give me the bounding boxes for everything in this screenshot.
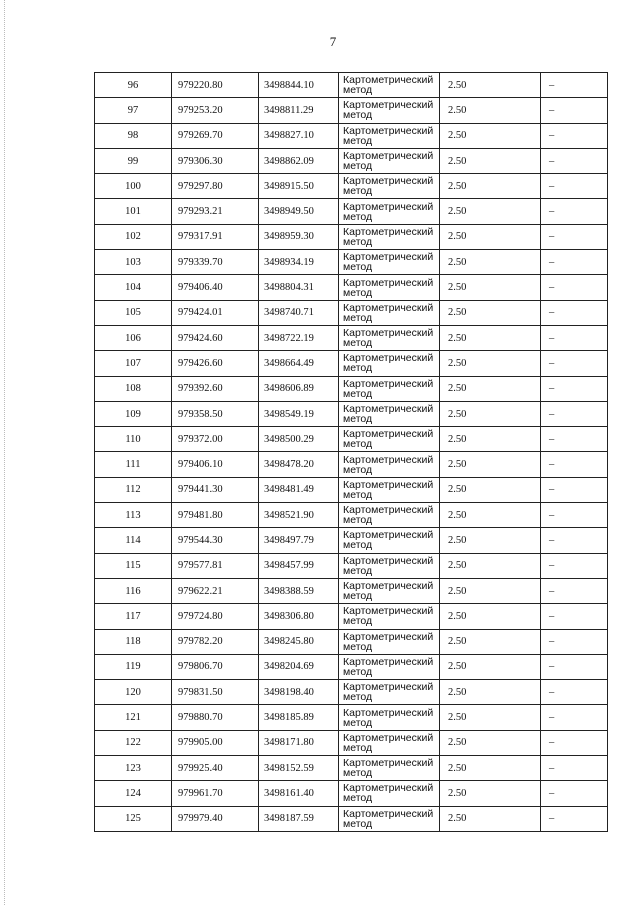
accuracy-cell: 2.50 [440,806,541,831]
note-cell: – [541,781,608,806]
method-cell [339,604,440,629]
coordinate-y-cell: 3498500.29 [259,427,339,452]
note-cell: – [541,148,608,173]
coordinates-table [94,72,608,832]
accuracy-cell: 2.50 [440,148,541,173]
method-cell [339,300,440,325]
note-cell: – [541,806,608,831]
method-cell [339,123,440,148]
method-line-1: Картометрический [343,225,434,238]
method-cell [339,680,440,705]
point-number-cell: 100 [95,174,172,199]
method-line-1: Картометрический [343,99,434,112]
coordinate-y-cell: 3498827.10 [259,123,339,148]
method-cell [339,325,440,350]
accuracy-cell: 2.50 [440,275,541,300]
method-cell [339,73,440,98]
method-line-2: метод [343,387,373,400]
method-line-1: Картометрический [343,428,434,441]
accuracy-cell: 2.50 [440,578,541,603]
point-number-cell: 117 [95,604,172,629]
method-line-1: Картометрический [343,150,434,163]
point-number-cell: 114 [95,528,172,553]
coordinate-y-cell: 3498915.50 [259,174,339,199]
point-number-cell: 103 [95,250,172,275]
binding-edge [4,0,7,905]
point-number-cell: 125 [95,806,172,831]
coordinate-x-cell: 979544.30 [172,528,259,553]
coordinate-y-cell: 3498740.71 [259,300,339,325]
table-row [95,730,608,755]
coordinate-x-cell: 979481.80 [172,503,259,528]
accuracy-cell: 2.50 [440,351,541,376]
coordinate-x-cell: 979406.40 [172,275,259,300]
method-line-2: метод [343,134,373,147]
method-line-2: метод [343,210,373,223]
accuracy-cell: 2.50 [440,452,541,477]
point-number-cell: 115 [95,553,172,578]
coordinate-x-cell: 979358.50 [172,401,259,426]
coordinate-x-cell: 979253.20 [172,98,259,123]
note-cell: – [541,199,608,224]
note-cell: – [541,705,608,730]
method-cell [339,553,440,578]
table-row [95,553,608,578]
method-cell [339,275,440,300]
coordinate-y-cell: 3498457.99 [259,553,339,578]
method-line-1: Картометрический [343,478,434,491]
method-cell [339,503,440,528]
method-line-1: Картометрический [343,200,434,213]
method-line-1: Картометрический [343,377,434,390]
method-line-1: Картометрический [343,175,434,188]
table-row [95,325,608,350]
note-cell: – [541,452,608,477]
coordinate-y-cell: 3498171.80 [259,730,339,755]
note-cell: – [541,629,608,654]
table-row [95,503,608,528]
point-number-cell: 101 [95,199,172,224]
point-number-cell: 106 [95,325,172,350]
note-cell: – [541,250,608,275]
table-row [95,98,608,123]
method-cell [339,224,440,249]
coordinate-y-cell: 3498152.59 [259,756,339,781]
table-row [95,680,608,705]
point-number-cell: 112 [95,477,172,502]
accuracy-cell: 2.50 [440,73,541,98]
coordinate-y-cell: 3498722.19 [259,325,339,350]
point-number-cell: 119 [95,654,172,679]
accuracy-cell: 2.50 [440,300,541,325]
method-line-2: метод [343,337,373,350]
coordinate-y-cell: 3498161.40 [259,781,339,806]
coordinate-y-cell: 3498862.09 [259,148,339,173]
coordinate-x-cell: 979426.60 [172,351,259,376]
method-cell [339,452,440,477]
accuracy-cell: 2.50 [440,427,541,452]
method-line-1: Картометрический [343,807,434,820]
accuracy-cell: 2.50 [440,401,541,426]
coordinate-y-cell: 3498804.31 [259,275,339,300]
coordinates-table-body [95,73,608,832]
coordinate-y-cell: 3498664.49 [259,351,339,376]
point-number-cell: 110 [95,427,172,452]
coordinate-x-cell: 979306.30 [172,148,259,173]
method-cell [339,351,440,376]
point-number-cell: 122 [95,730,172,755]
method-line-2: метод [343,716,373,729]
point-number-cell: 99 [95,148,172,173]
method-line-2: метод [343,590,373,603]
coordinate-y-cell: 3498478.20 [259,452,339,477]
method-line-1: Картометрический [343,655,434,668]
coordinate-x-cell: 979831.50 [172,680,259,705]
coordinate-x-cell: 979424.01 [172,300,259,325]
accuracy-cell: 2.50 [440,174,541,199]
method-line-2: метод [343,691,373,704]
accuracy-cell: 2.50 [440,477,541,502]
note-cell: – [541,73,608,98]
table-row [95,781,608,806]
coordinate-x-cell: 979880.70 [172,705,259,730]
accuracy-cell: 2.50 [440,629,541,654]
note-cell: – [541,325,608,350]
note-cell: – [541,756,608,781]
note-cell: – [541,123,608,148]
method-line-2: метод [343,767,373,780]
table-row [95,275,608,300]
table-row [95,351,608,376]
coordinate-y-cell: 3498811.29 [259,98,339,123]
point-number-cell: 105 [95,300,172,325]
method-line-1: Картометрический [343,529,434,542]
coordinate-y-cell: 3498245.80 [259,629,339,654]
coordinate-x-cell: 979269.70 [172,123,259,148]
accuracy-cell: 2.50 [440,503,541,528]
method-line-1: Картометрический [343,124,434,137]
coordinate-x-cell: 979424.60 [172,325,259,350]
coordinate-x-cell: 979297.80 [172,174,259,199]
method-line-1: Картометрический [343,251,434,264]
coordinate-x-cell: 979220.80 [172,73,259,98]
coordinate-y-cell: 3498844.10 [259,73,339,98]
coordinate-y-cell: 3498388.59 [259,578,339,603]
table-row [95,199,608,224]
coordinate-y-cell: 3498934.19 [259,250,339,275]
coordinate-x-cell: 979372.00 [172,427,259,452]
note-cell: – [541,174,608,199]
method-line-2: метод [343,438,373,451]
accuracy-cell: 2.50 [440,604,541,629]
note-cell: – [541,401,608,426]
method-line-2: метод [343,261,373,274]
coordinate-x-cell: 979622.21 [172,578,259,603]
accuracy-cell: 2.50 [440,528,541,553]
method-cell [339,781,440,806]
table-row [95,705,608,730]
method-line-1: Картометрический [343,554,434,567]
table-row [95,427,608,452]
method-cell [339,578,440,603]
table-row [95,300,608,325]
method-line-2: метод [343,84,373,97]
accuracy-cell: 2.50 [440,680,541,705]
coordinate-x-cell: 979961.70 [172,781,259,806]
coordinate-x-cell: 979441.30 [172,477,259,502]
accuracy-cell: 2.50 [440,376,541,401]
table-row [95,452,608,477]
method-line-1: Картометрический [343,706,434,719]
note-cell: – [541,503,608,528]
point-number-cell: 123 [95,756,172,781]
method-line-1: Картометрический [343,453,434,466]
method-line-2: метод [343,286,373,299]
method-line-2: метод [343,564,373,577]
accuracy-cell: 2.50 [440,781,541,806]
method-cell [339,756,440,781]
note-cell: – [541,427,608,452]
accuracy-cell: 2.50 [440,98,541,123]
method-line-2: метод [343,109,373,122]
accuracy-cell: 2.50 [440,325,541,350]
point-number-cell: 121 [95,705,172,730]
note-cell: – [541,98,608,123]
accuracy-cell: 2.50 [440,705,541,730]
method-cell [339,629,440,654]
method-line-1: Картометрический [343,580,434,593]
coordinate-y-cell: 3498185.89 [259,705,339,730]
note-cell: – [541,275,608,300]
point-number-cell: 111 [95,452,172,477]
coordinate-y-cell: 3498606.89 [259,376,339,401]
note-cell: – [541,604,608,629]
coordinate-x-cell: 979339.70 [172,250,259,275]
coordinate-y-cell: 3498959.30 [259,224,339,249]
accuracy-cell: 2.50 [440,756,541,781]
method-line-1: Картометрический [343,757,434,770]
table-row [95,148,608,173]
method-line-2: метод [343,514,373,527]
coordinate-y-cell: 3498187.59 [259,806,339,831]
method-line-2: метод [343,640,373,653]
coordinate-x-cell: 979806.70 [172,654,259,679]
method-line-1: Картометрический [343,301,434,314]
table-row [95,528,608,553]
method-line-1: Картометрический [343,504,434,517]
coordinate-x-cell: 979905.00 [172,730,259,755]
method-line-1: Картометрический [343,327,434,340]
table-row [95,604,608,629]
method-cell [339,654,440,679]
note-cell: – [541,477,608,502]
point-number-cell: 96 [95,73,172,98]
table-row [95,123,608,148]
method-cell [339,401,440,426]
accuracy-cell: 2.50 [440,730,541,755]
coordinate-x-cell: 979577.81 [172,553,259,578]
note-cell: – [541,680,608,705]
method-line-1: Картометрический [343,276,434,289]
method-cell [339,148,440,173]
coordinate-x-cell: 979406.10 [172,452,259,477]
table-row [95,806,608,831]
coordinate-x-cell: 979392.60 [172,376,259,401]
table-row [95,224,608,249]
method-line-1: Картометрический [343,630,434,643]
method-line-2: метод [343,185,373,198]
coordinate-y-cell: 3498481.49 [259,477,339,502]
point-number-cell: 120 [95,680,172,705]
point-number-cell: 108 [95,376,172,401]
method-cell [339,806,440,831]
method-line-2: метод [343,817,373,830]
page-number: 7 [329,34,337,49]
note-cell: – [541,300,608,325]
coordinate-x-cell: 979293.21 [172,199,259,224]
note-cell: – [541,654,608,679]
point-number-cell: 104 [95,275,172,300]
point-number-cell: 97 [95,98,172,123]
coordinate-x-cell: 979925.40 [172,756,259,781]
note-cell: – [541,376,608,401]
method-line-2: метод [343,160,373,173]
table-row [95,756,608,781]
point-number-cell: 113 [95,503,172,528]
coordinate-x-cell: 979724.80 [172,604,259,629]
table-row [95,578,608,603]
point-number-cell: 116 [95,578,172,603]
method-line-1: Картометрический [343,782,434,795]
coordinate-y-cell: 3498497.79 [259,528,339,553]
note-cell: – [541,730,608,755]
method-line-2: метод [343,362,373,375]
coordinate-y-cell: 3498306.80 [259,604,339,629]
coordinate-y-cell: 3498949.50 [259,199,339,224]
method-line-2: метод [343,539,373,552]
accuracy-cell: 2.50 [440,199,541,224]
table-row [95,250,608,275]
table-row [95,629,608,654]
method-line-2: метод [343,488,373,501]
method-cell [339,730,440,755]
method-line-2: метод [343,615,373,628]
method-line-2: метод [343,741,373,754]
point-number-cell: 107 [95,351,172,376]
method-line-2: метод [343,665,373,678]
point-number-cell: 102 [95,224,172,249]
method-cell [339,98,440,123]
coordinate-x-cell: 979317.91 [172,224,259,249]
coordinate-x-cell: 979979.40 [172,806,259,831]
method-cell [339,376,440,401]
method-cell [339,705,440,730]
accuracy-cell: 2.50 [440,654,541,679]
note-cell: – [541,528,608,553]
method-line-1: Картометрический [343,605,434,618]
coordinate-y-cell: 3498521.90 [259,503,339,528]
table-row [95,376,608,401]
method-line-1: Картометрический [343,681,434,694]
method-cell [339,199,440,224]
point-number-cell: 124 [95,781,172,806]
method-line-2: метод [343,235,373,248]
note-cell: – [541,553,608,578]
table-row [95,477,608,502]
note-cell: – [541,351,608,376]
point-number-cell: 118 [95,629,172,654]
method-cell [339,477,440,502]
note-cell: – [541,224,608,249]
point-number-cell: 109 [95,401,172,426]
note-cell: – [541,578,608,603]
accuracy-cell: 2.50 [440,250,541,275]
coordinate-y-cell: 3498204.69 [259,654,339,679]
method-cell [339,174,440,199]
coordinate-y-cell: 3498549.19 [259,401,339,426]
table-row [95,654,608,679]
table-row [95,401,608,426]
method-line-2: метод [343,463,373,476]
accuracy-cell: 2.50 [440,224,541,249]
accuracy-cell: 2.50 [440,553,541,578]
table-row [95,174,608,199]
method-cell [339,250,440,275]
method-line-1: Картометрический [343,74,434,87]
method-cell [339,427,440,452]
coordinate-x-cell: 979782.20 [172,629,259,654]
table-row [95,73,608,98]
method-cell [339,528,440,553]
method-line-1: Картометрический [343,403,434,415]
coordinate-y-cell: 3498198.40 [259,680,339,705]
method-line-2: метод [343,311,373,324]
method-line-2: метод [343,413,373,425]
accuracy-cell: 2.50 [440,123,541,148]
method-line-1: Картометрический [343,352,434,365]
point-number-cell: 98 [95,123,172,148]
method-line-1: Картометрический [343,731,434,744]
method-line-2: метод [343,792,373,805]
